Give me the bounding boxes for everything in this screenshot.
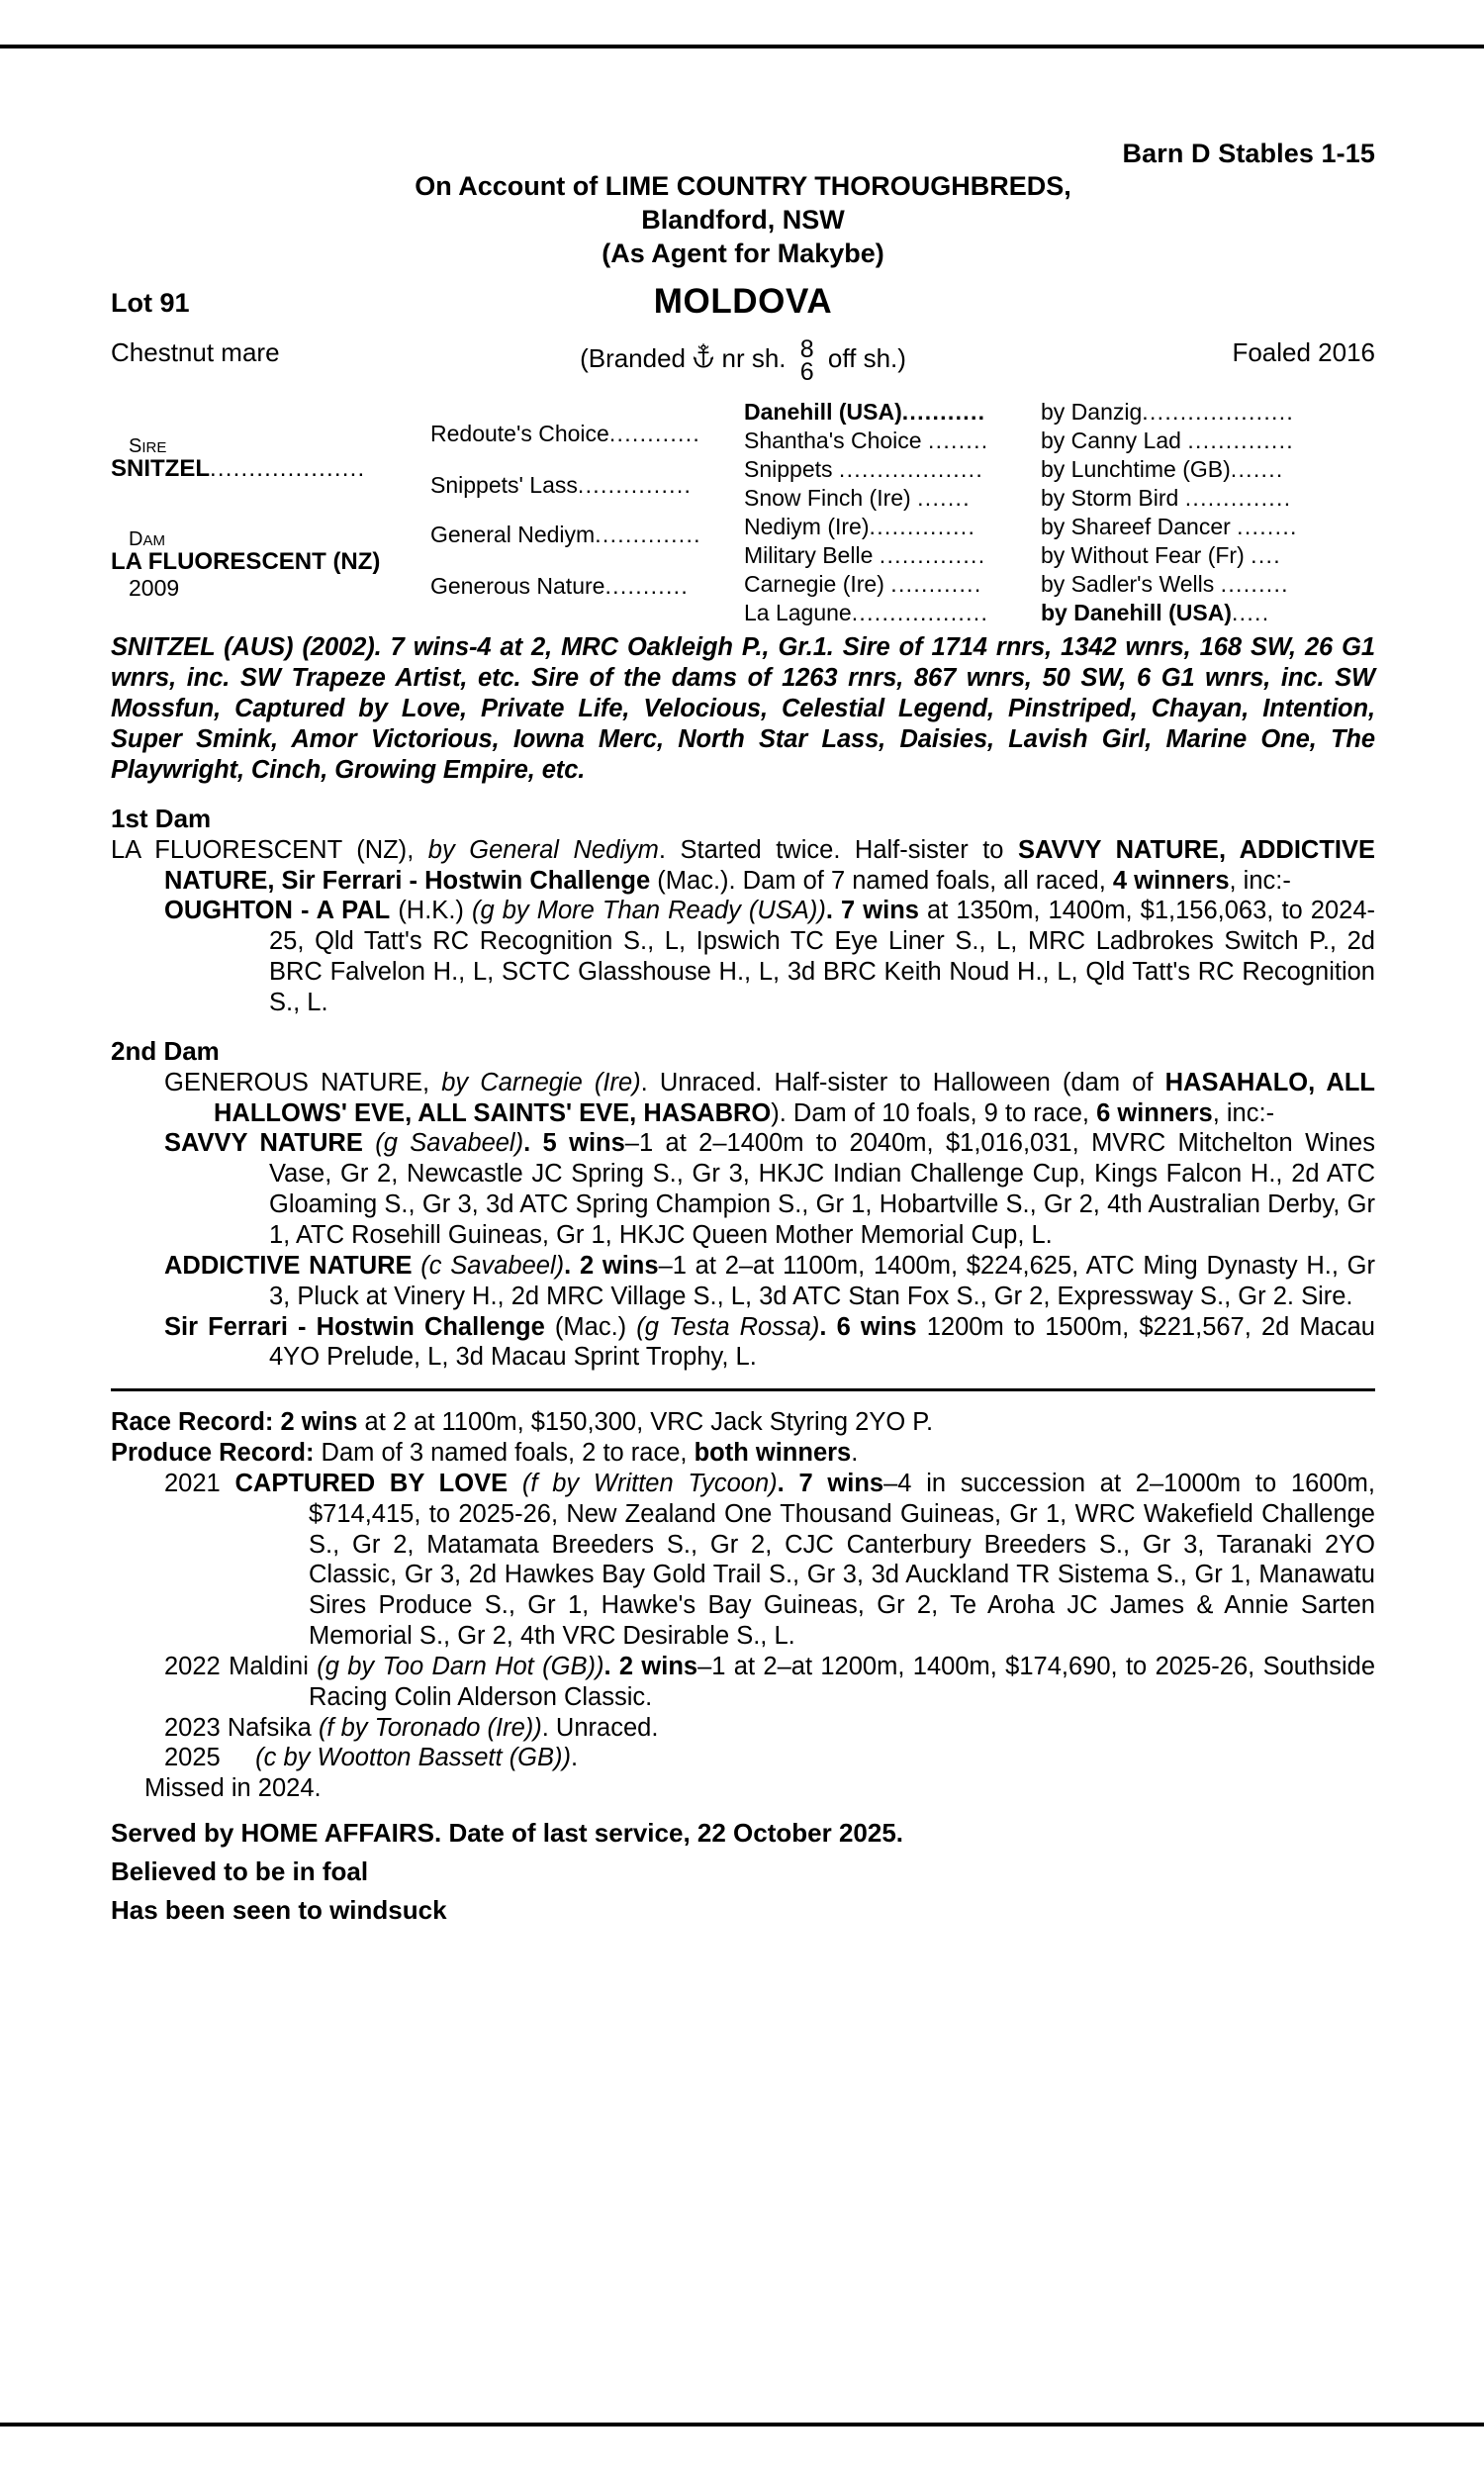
second-dam-progeny-item [111, 1128, 1375, 1250]
foal-name: Nafsika [227, 1713, 312, 1742]
sire-label-rest: IRE [141, 439, 167, 457]
served-by-line: Served by HOME AFFAIRS. Date of last service, 22 October 2025. [111, 1818, 904, 1849]
colour-and-sex: Chestnut mare [111, 337, 280, 368]
sire-name-leader: .................... [210, 455, 366, 483]
great-grandparent-5: Nediym (Ire).............. [744, 514, 976, 540]
second-dam-paragraph: GENEROUS NATURE, by Carnegie (Ire). Unraced. Half-sister to Halloween (dam of HASAHALO, ALL HALLOWS' EVE, ALL SAINTS' EVE, HASABRO). Dam of 10 foals, 9 to race, 6 winners, inc:- [164, 1068, 1375, 1127]
page-top-rule [0, 45, 1484, 48]
grandparent-row-3 [430, 522, 739, 548]
ancestor-row [744, 456, 1375, 485]
produce-record-winners: both winners [694, 1439, 852, 1468]
great-great-grandsire-8: by Danehill (USA)..... [1041, 600, 1270, 626]
great-grandparent-7: Carnegie (Ire) ............ [744, 571, 982, 598]
produce-record-line: Produce Record: Dam of 3 named foals, 2 to race, both winners. [111, 1439, 859, 1468]
grandparent-name-2: Snippets' Lass [430, 472, 578, 499]
progeny-breeding: (g Testa Rossa) [636, 1312, 820, 1341]
progeny-wins: . 5 wins [523, 1129, 625, 1158]
page-title: MOLDOVA [653, 282, 833, 322]
grandparent-leader-2: ............... [577, 472, 693, 499]
great-grandparent-1: Danehill (USA)........... [744, 399, 986, 426]
foal-record: –4 in succession at 2–1000m to 1600m, $714,415, to 2025-26, New Zealand One Thousand Guineas, Gr 1, WRC Wakefield Challenge S., Gr 2, Matamata Breeders S., Gr 2, CJC Canterbury Breeders S., Gr 3, Taranaki 2YO Classic, Gr 3, 2d Hawkes Bay Gold Trail S., Gr 3, 3d Auckland TR Sistema S., Gr 1, Manawatu Sires Produce S., Gr 1, Hawke's Bay Guineas, Gr 2, Te Aroha JC James & Annie Sarten Memorial S., Gr 2, 4th VRC Desirable S., L. [309, 1469, 1375, 1651]
sire-name [111, 456, 427, 481]
sire-summary-paragraph: SNITZEL (AUS) (2002). 7 wins-4 at 2, MRC Oakleigh P., Gr.1. Sire of 1714 rnrs, 1342 wnrs, 168 SW, 26 G1 wnrs, inc. SW Trapeze Artist, etc. Sire of the dams of 1263 rnrs, 867 wnrs, 50 SW, 6 G1 wnrs, inc. SW Mossfun, Captured by Love, Private Life, Velocious, Celestial Legend, Pinstriped, Chayan, Intention, Super Smink, Amor Victorious, Iowna Merc, North Star Lass, Daisies, Lavish Girl, Marine One, The Playwright, Cinch, Growing Empire, etc. [111, 633, 1375, 784]
race-record-detail: at 2 at 1100m, $150,300, VRC Jack Styring 2YO P. [357, 1408, 934, 1437]
produce-foal-item [111, 1469, 1375, 1652]
dam-block [111, 529, 427, 602]
great-grandparent-3: Snippets ................... [744, 456, 984, 483]
horse-description-row [111, 332, 1375, 387]
grandparent-name-3: General Nediym [430, 522, 596, 548]
anchor-brand-icon [693, 343, 714, 369]
ancestor-row [744, 399, 1375, 428]
sire-block [111, 436, 427, 481]
first-dam-winners: 4 winners [1112, 866, 1230, 895]
great-grandparent-6: Military Belle .............. [744, 542, 986, 569]
first-dam-relatives: SAVVY NATURE, ADDICTIVE NATURE, Sir Ferrari - Hostwin Challenge [164, 835, 1376, 895]
foal-name: Maldini [229, 1652, 309, 1680]
lot-title-row [111, 282, 1375, 324]
dam-year: 2009 [129, 574, 180, 601]
progeny-wins: . 7 wins [825, 897, 919, 925]
great-grandparent-8: La Lagune.................. [744, 600, 989, 626]
branded-prefix-label: (Branded [580, 343, 687, 374]
lot-number: Lot 91 [111, 288, 190, 319]
first-dam-progeny-item: OUGHTON - A PAL (H.K.) (g by More Than Ready (USA)). 7 wins at 1350m, 1400m, $1,156,063, to 2024-25, Qld Tatt's RC Recognition S., L, Ipswich TC Eye Liner S., L, MRC Ladbrokes Switch P., 2d BRC Falvelon H., L, SCTC Glasshouse H., L, 3d BRC Keith Noud H., L, Qld Tatt's RC Recognition S., L. [164, 897, 1376, 1016]
second-dam-winners: 6 winners [1096, 1098, 1213, 1127]
pedigree-generation-3-4 [744, 399, 1375, 628]
foal-record: –1 at 2–at 1200m, 1400m, $174,690, to 2025-26, Southside Racing Colin Alderson Classic. [309, 1652, 1376, 1711]
grandparent-leader-4: ........... [604, 573, 690, 600]
vendor-line-1: On Account of LIME COUNTRY THOROUGHBREDS, [415, 171, 1071, 202]
foal-wins: . 7 wins [777, 1469, 884, 1497]
ancestor-row [744, 542, 1375, 571]
second-dam-relatives: HASAHALO, ALL HALLOWS' EVE, ALL SAINTS' EVE, HASABRO [214, 1068, 1375, 1127]
great-great-grandsire-6: by Without Fear (Fr) .... [1041, 542, 1281, 569]
ancestor-row [744, 428, 1375, 456]
foaled-year: Foaled 2016 [1232, 337, 1375, 368]
foal-year: 2021 [164, 1469, 221, 1497]
ancestor-row [744, 514, 1375, 542]
great-great-grandsire-3: by Lunchtime (GB)....... [1041, 456, 1284, 483]
ancestor-row [744, 485, 1375, 514]
foal-breeding: (f by Written Tycoon) [508, 1469, 778, 1497]
produce-record-label: Produce Record: [111, 1439, 315, 1468]
barn-location: Barn D Stables 1-15 [1122, 139, 1375, 168]
page-content [111, 139, 1375, 1928]
dam-name: LA FLUORESCENT (NZ) [111, 548, 381, 576]
foal-breeding: (f by Toronado (Ire)) [311, 1713, 542, 1742]
brand-number-bottom: 6 [799, 358, 814, 387]
second-dam-name: GENEROUS NATURE, [164, 1068, 430, 1096]
foal-year: 2022 [164, 1652, 221, 1680]
branded-suffix-label: off sh.) [827, 343, 906, 374]
produce-foal-item [111, 1743, 1375, 1773]
first-dam-name: LA FLUORESCENT (NZ) [111, 835, 408, 864]
progeny-name: ADDICTIVE NATURE [164, 1251, 413, 1280]
brand-description [111, 335, 1375, 387]
branded-mid-label: nr sh. [721, 343, 787, 374]
page-bottom-rule [0, 2423, 1484, 2426]
sire-name-text: SNITZEL [111, 455, 210, 483]
race-record-wins: 2 wins [273, 1408, 358, 1437]
foal-wins: . 2 wins [603, 1652, 698, 1680]
vendor-block [111, 170, 1375, 270]
race-record-label: Race Record: [111, 1408, 274, 1437]
vendor-line-2: Blandford, NSW [641, 204, 845, 235]
progeny-wins: . 6 wins [819, 1312, 917, 1341]
great-great-grandsire-7: by Sadler's Wells ......... [1041, 571, 1289, 598]
progeny-breeding: (c Savabeel) [412, 1251, 565, 1280]
grandparent-name-1: Redoute's Choice [430, 421, 609, 447]
foal-year: 2023 [164, 1713, 221, 1742]
progeny-breeding: (g Savabeel) [362, 1129, 524, 1158]
missed-year-line: Missed in 2024. [144, 1774, 322, 1803]
great-great-grandsire-4: by Storm Bird .............. [1041, 485, 1292, 512]
progeny-name: OUGHTON - A PAL [164, 897, 391, 925]
second-dam-heading: 2nd Dam [111, 1035, 220, 1066]
progeny-record: –1 at 2–at 1100m, 1400m, $224,625, ATC Ming Dynasty H., Gr 3, Pluck at Vinery H., 2d MRC Village S., L, 3d ATC Stan Fox S., Gr 2, Expressway S., Gr 2. Sire. [269, 1251, 1375, 1310]
foal-breeding: (g by Too Darn Hot (GB)) [308, 1652, 604, 1680]
grandparent-row-4 [430, 573, 739, 600]
brand-number-stack [799, 335, 814, 387]
ancestor-row [744, 571, 1375, 600]
first-dam-heading: 1st Dam [111, 803, 212, 833]
first-dam-paragraph: LA FLUORESCENT (NZ), by General Nediym. Started twice. Half-sister to SAVVY NATURE, ADDICTIVE NATURE, Sir Ferrari - Hostwin Challenge (Mac.). Dam of 7 named foals, all raced, 4 winners, inc:- [111, 835, 1376, 895]
grandparent-name-4: Generous Nature [430, 573, 605, 600]
second-dam-progeny-item [111, 1251, 1375, 1312]
pedigree-table [111, 399, 1375, 626]
progeny-name: SAVVY NATURE [164, 1129, 363, 1158]
foal-breeding: (c by Wootton Bassett (GB)) [255, 1744, 572, 1772]
foal-name: CAPTURED BY LOVE [234, 1469, 509, 1497]
windsuck-status: Has been seen to windsuck [111, 1895, 447, 1926]
progeny-record: 1200m to 1500m, $221,567, 2d Macau 4YO Prelude, L, 3d Macau Sprint Trophy, L. [269, 1312, 1375, 1372]
progeny-record: at 1350m, 1400m, $1,156,063, to 2024-25, Qld Tatt's RC Recognition S., L, Ipswich TC Eye Liner S., L, MRC Ladbrokes Switch P., 2d BRC Falvelon H., L, SCTC Glasshouse H., L, 3d BRC Keith Noud H., L, Qld Tatt's RC Recognition S., L. [269, 897, 1376, 1016]
ancestor-row [744, 600, 1375, 628]
foal-record: . [571, 1744, 579, 1772]
progeny-wins: . 2 wins [564, 1251, 659, 1280]
great-grandparent-2: Shantha's Choice ........ [744, 428, 989, 454]
brand-number-top: 8 [799, 335, 814, 364]
race-record-line [111, 1407, 1375, 1438]
progeny-breeding: (g by More Than Ready (USA)) [471, 897, 826, 925]
first-dam-sire: by General Nediym [427, 835, 659, 864]
foal-record: . Unraced. [541, 1713, 659, 1742]
second-dam-progeny-item: Sir Ferrari - Hostwin Challenge (Mac.) (g Testa Rossa). 6 wins 1200m to 1500m, $221,567, 2d Macau 4YO Prelude, L, 3d Macau Sprint Trophy, L. [164, 1312, 1375, 1372]
second-dam-sire: by Carnegie (Ire) [429, 1068, 641, 1096]
dam-label-first-letter: D [129, 528, 143, 551]
produce-foal-item [111, 1713, 1375, 1744]
progeny-name: Sir Ferrari - Hostwin Challenge [164, 1312, 545, 1341]
dam-label-rest: AM [142, 532, 165, 550]
vendor-line-3: (As Agent for Makybe) [602, 238, 884, 268]
progeny-record: –1 at 2–1400m to 2040m, $1,016,031, MVRC Mitchelton Wines Vase, Gr 2, Newcastle JC Spring S., Gr 3, HKJC Indian Challenge Cup, Kings Falcon H., 2d ATC Gloaming S., Gr 3, 3d ATC Spring Champion S., Gr 1, Hobartville S., Gr 2, 4th Australian Derby, Gr 1, ATC Rosehill Guineas, Gr 1, HKJC Queen Mother Memorial Cup, L. [269, 1129, 1375, 1249]
dam-label [129, 529, 427, 549]
grandparent-row-2 [430, 472, 739, 499]
sire-label-first-letter: S [129, 435, 142, 458]
great-great-grandsire-5: by Shareef Dancer ........ [1041, 514, 1298, 540]
great-great-grandsire-1: by Danzig.................... [1041, 399, 1295, 426]
grandparent-leader-1: ............ [608, 421, 701, 447]
great-great-grandsire-2: by Canny Lad .............. [1041, 428, 1294, 454]
produce-foal-item [111, 1652, 1375, 1713]
grandparent-row-1 [430, 421, 739, 447]
great-grandparent-4: Snow Finch (Ire) ....... [744, 485, 971, 512]
foal-year: 2025 [164, 1744, 221, 1772]
section-divider [111, 1388, 1375, 1391]
sire-label [129, 436, 427, 456]
grandparent-leader-3: .............. [595, 522, 701, 548]
in-foal-status: Believed to be in foal [111, 1856, 369, 1887]
